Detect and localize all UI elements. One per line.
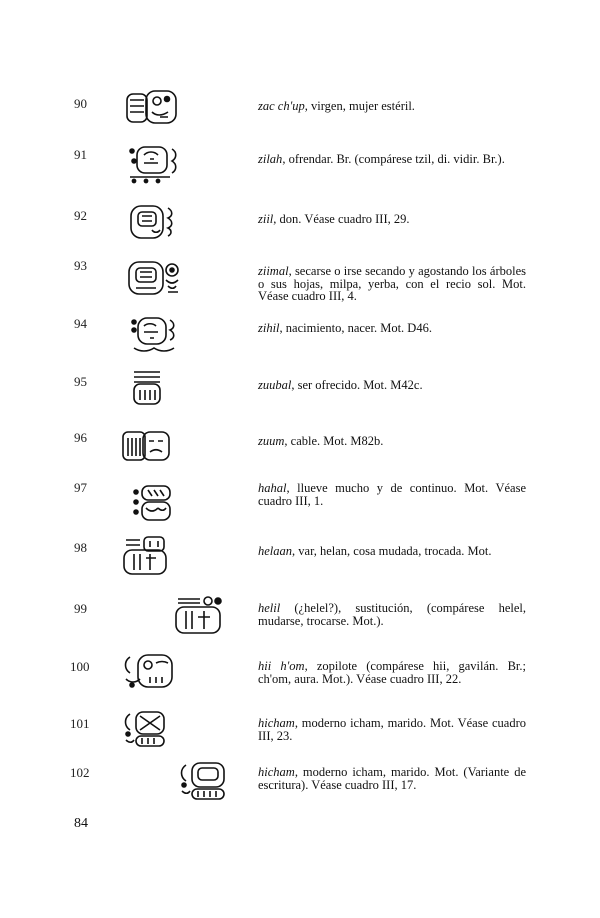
glyph-hahal-icon: [132, 482, 174, 524]
entry-number: 91: [74, 147, 87, 162]
entry-number: 94: [74, 316, 87, 331]
glyph-helaan-icon: [120, 534, 170, 578]
entry-definition: [258, 322, 526, 335]
entry-term: hicham: [258, 765, 295, 779]
entry-term: zac ch'up: [258, 99, 305, 113]
entry-term: hicham: [258, 716, 295, 730]
entry-definition: [258, 482, 526, 507]
entry-term: zilah: [258, 152, 283, 166]
glyph-hicham-icon: [120, 708, 170, 750]
entry-definition: [258, 766, 526, 791]
entry-number: 90: [74, 96, 87, 111]
entry-definition: [258, 660, 526, 685]
glyph-zuubal-icon: [130, 368, 166, 408]
glyph-ziimal-icon: [126, 258, 184, 300]
entry-text: , ser ofrecido. Mot. M42c.: [291, 378, 423, 392]
entry-term: helaan: [258, 544, 293, 558]
glyph-zac-chup-icon: [124, 88, 180, 126]
entry-text: , don. Véase cuadro III, 29.: [273, 212, 410, 226]
entry-number: 101: [70, 716, 90, 731]
entry-number: 95: [74, 374, 87, 389]
entry-definition: [258, 100, 526, 113]
entry-definition: [258, 213, 526, 226]
entry-term: zuubal: [258, 378, 292, 392]
entry-definition: [258, 153, 526, 166]
entry-number: 102: [70, 765, 90, 780]
entry-definition: [258, 435, 526, 448]
page-number: 84: [74, 816, 88, 831]
glyph-hii-hom-icon: [120, 651, 176, 693]
entry-term: zuum: [258, 434, 285, 448]
entry-term: hii h'om: [258, 659, 305, 673]
entry-definition: [258, 379, 526, 392]
entry-term: ziimal: [258, 264, 289, 278]
entry-number: 99: [74, 601, 87, 616]
glyph-hicham-variant-icon: [176, 759, 228, 803]
entry-text: , nacimiento, nacer. Mot. D46.: [279, 321, 432, 335]
glyph-zuum-icon: [120, 428, 172, 464]
entry-term: ziil: [258, 212, 274, 226]
entry-text: , virgen, mujer estéril.: [304, 99, 415, 113]
glyph-helil-icon: [172, 593, 226, 637]
entry-definition: [258, 545, 526, 558]
entry-number: 92: [74, 208, 87, 223]
entry-definition: [258, 717, 526, 742]
entry-term: zihil: [258, 321, 280, 335]
entry-number: 93: [74, 258, 87, 273]
entry-text: , moderno icham, marido. Mot. (Variante de escritura). Véase cuadro III, 17.: [258, 765, 526, 792]
glyph-zilah-icon: [126, 143, 184, 185]
entry-term: helil: [258, 601, 281, 615]
entry-text: , moderno icham, marido. Mot. Véase cuadro III, 23.: [258, 716, 526, 743]
entry-definition: [258, 265, 526, 303]
entry-text: (¿helel?), sustitución, (compárese helel, mudarse, trocarse. Mot.).: [258, 601, 526, 628]
entry-term: hahal: [258, 481, 287, 495]
glyph-zihil-icon: [128, 314, 182, 356]
entry-number: 97: [74, 480, 87, 495]
entry-text: , cable. Mot. M82b.: [284, 434, 384, 448]
entry-text: , ofrendar. Br. (compárese tzil, di. vidir. Br.).: [282, 152, 505, 166]
entry-definition: [258, 602, 526, 627]
entry-number: 100: [70, 659, 90, 674]
glyph-ziil-icon: [128, 202, 180, 242]
entry-text: , llueve mucho y de continuo. Mot. Véase cuadro III, 1.: [258, 481, 526, 508]
entry-number: 96: [74, 430, 87, 445]
entry-text: , zopilote (compárese hii, gavilán. Br.; ch'om, aura. Mot.). Véase cuadro III, 22.: [258, 659, 526, 686]
entry-text: , var, helan, cosa mudada, trocada. Mot.: [292, 544, 492, 558]
entry-text: , secarse o irse secando y agostando los árboles o sus hojas, milpa, yerba, con el recio sol. Mot. Véase cuadro III, 4.: [258, 264, 526, 303]
entry-number: 98: [74, 540, 87, 555]
